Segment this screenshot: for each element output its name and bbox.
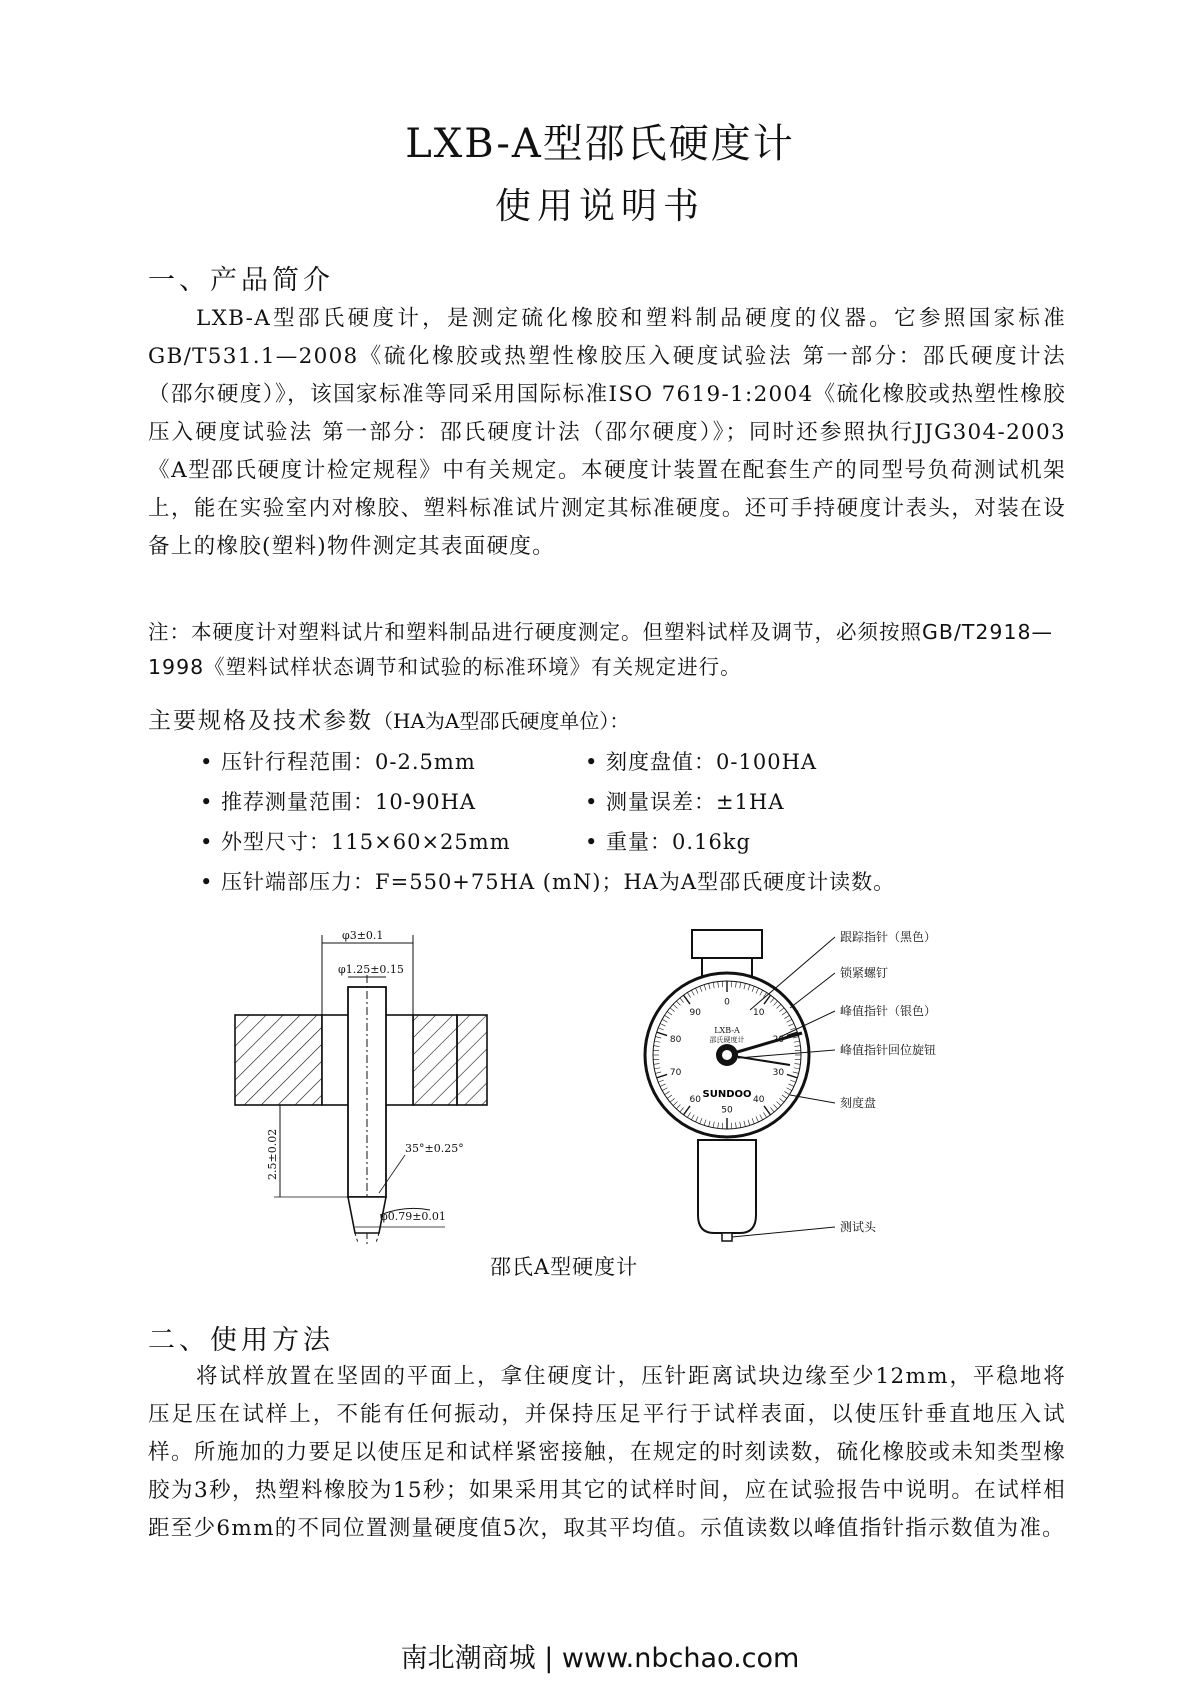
section2-text: 将试样放置在坚固的平面上，拿住硬度计，压针距离试块边缘至少12mm，平稳地将压足压在试样上，不能有任何振动，并保持压足平行于试样表面，以使压针垂直地压入试样。所施加的力要足以使压足和试样紧密接触，在规定的时刻读数，硫化橡胶或未知类型橡胶为3秒，热塑料橡胶为15秒；如果采用其它的试样时间，应在试验报告中说明。在试样相距至少6mm的不同位置测量硬度值5次，取其平均值。示值读数以峰值指针指示数值为准。 <box>148 1364 1066 1541</box>
dial-scale-label: 60 <box>689 1095 701 1106</box>
label-dial: 刻度盘 <box>840 1096 877 1110</box>
dial-scale-label: 50 <box>721 1105 733 1116</box>
dial-scale-label: 80 <box>669 1034 682 1045</box>
foot-block-right <box>457 1015 487 1105</box>
section2-heading: 二、使用方法 <box>148 1325 334 1356</box>
dim-stroke: 2.5±0.02 <box>266 1128 279 1180</box>
gauge-drawing <box>630 915 1010 1255</box>
specs-heading: 主要规格及技术参数 <box>148 708 373 734</box>
spec-item: • 压针端部压力：F=550+75HA (mN)；HA为A型邵氏硬度计读数。 <box>200 870 896 894</box>
dim-tip-diameter: φ0.79±0.01 <box>380 1210 446 1223</box>
site-footer: 南北潮商城 | www.nbchao.com <box>400 1643 800 1674</box>
label-lock-screw: 锁紧螺钉 <box>840 966 889 980</box>
section2-paragraph <box>148 1358 1066 1548</box>
section1-heading: 一、产品简介 <box>148 265 334 296</box>
section1-paragraph <box>148 300 1066 566</box>
dial-scale-label: 70 <box>669 1068 682 1079</box>
gauge-brand: SUNDOO <box>702 1089 752 1100</box>
specs-heading-row <box>148 702 629 735</box>
dial-scale-label: 10 <box>753 1007 765 1018</box>
dial-scale-label: 0 <box>724 997 730 1008</box>
dial-scale-label: 90 <box>689 1007 701 1018</box>
gauge-model: LXB-A <box>714 1026 740 1035</box>
dim-angle: 35°±0.25° <box>405 1142 464 1155</box>
spec-item: • 推荐测量范围：10-90HA <box>200 790 477 814</box>
gauge-handle <box>698 1140 756 1233</box>
label-reset-knob: 峰值指针回位旋钮 <box>840 1043 937 1057</box>
spec-item: • 重量：0.16kg <box>585 830 751 854</box>
indenter-drawing <box>230 915 490 1255</box>
label-test-head: 测试头 <box>840 1220 877 1234</box>
spec-item: • 测量误差：±1HA <box>585 790 785 814</box>
foot-block-left <box>235 1015 322 1105</box>
dial-scale-label: 40 <box>753 1095 765 1106</box>
specs-heading-suffix: （HA为A型邵氏硬度单位）： <box>373 709 630 733</box>
spec-item: • 压针行程范围：0-2.5mm <box>200 750 476 774</box>
section1-note: 注：本硬度计对塑料试片和塑料制品进行硬度测定。但塑料试样及调节，必须按照GB/T2918—1998《塑料试样状态调节和试验的标准环境》有关规定进行。 <box>148 620 1054 679</box>
dial-scale-label: 30 <box>772 1068 785 1079</box>
label-follow-pointer: 跟踪指针（黑色） <box>840 930 937 944</box>
dim-outer-diameter: φ3±0.1 <box>342 929 384 942</box>
figure-caption: 邵氏A型硬度计 <box>490 1255 639 1279</box>
dim-inner-diameter: φ1.25±0.15 <box>338 963 404 976</box>
label-peak-pointer: 峰值指针（银色） <box>840 1004 937 1018</box>
document-title: LXB-A型邵氏硬度计 <box>405 121 795 167</box>
spec-item: • 刻度盘值：0-100HA <box>585 750 818 774</box>
section1-text: LXB-A型邵氏硬度计，是测定硫化橡胶和塑料制品硬度的仪器。它参照国家标准GB/T531.1—2008《硫化橡胶或热塑性橡胶压入硬度试验法 第一部分：邵氏硬度计法（邵尔硬度）》，该国家标准等同采用国际标准ISO 7619-1:2004《硫化橡胶或热塑性橡胶压入硬度试验法 第一部分：邵氏硬度计法（邵尔硬度）》；同时还参照执行JJG304-2003《A型邵氏硬度计检定规程》中有关规定。本硬度计装置在配套生产的同型号负荷测试机架上，能在实验室内对橡胶、塑料标准试片测定其标准硬度。还可手持硬度计表头，对装在设备上的橡胶(塑料)物件测定其表面硬度。 <box>148 306 1066 559</box>
gauge-model-sub: 邵氏硬度计 <box>709 1036 745 1044</box>
spec-item: • 外型尺寸：115×60×25mm <box>200 830 511 854</box>
document-subtitle: 使用说明书 <box>494 186 705 227</box>
